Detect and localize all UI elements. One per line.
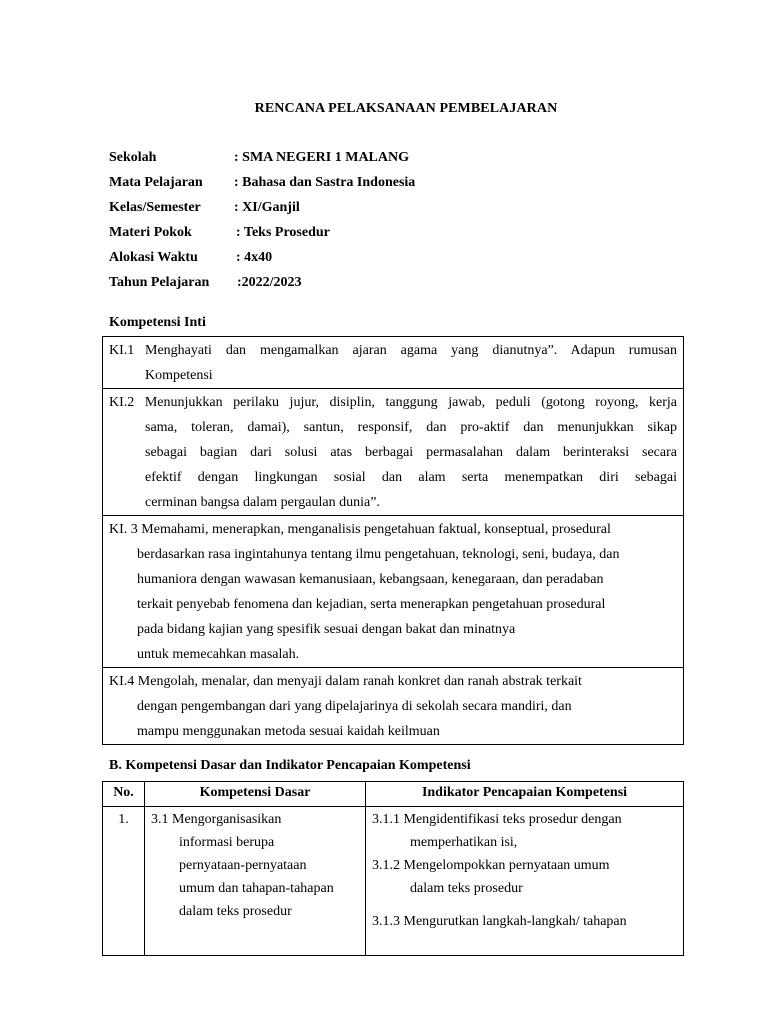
info-key: Kelas/Semester <box>109 200 201 215</box>
ki-label: KI.2 <box>109 395 135 410</box>
ki-line: Kompetensi <box>145 368 213 383</box>
ki-line: sama, toleran, damai), santun, responsif, dan pro-aktif dan menunjukkan sikap <box>145 420 677 435</box>
kd-header-row <box>103 782 684 807</box>
ki-line: sebagai bagian dari solusi atas berbagai permasalahan dalam berinteraksi secara <box>145 445 677 460</box>
ipk-line: memperhatikan isi, <box>410 835 518 850</box>
col-header-no: No. <box>103 782 145 807</box>
ki-row <box>103 668 684 745</box>
info-value: : 4x40 <box>236 250 273 265</box>
info-key: Mata Pelajaran <box>109 175 203 190</box>
info-key: Tahun Pelajaran <box>109 275 210 290</box>
ki-row <box>103 337 684 389</box>
ki-line: dengan pengembangan dari yang dipelajarinya di sekolah secara mandiri, dan <box>137 699 572 714</box>
ki-line: pada bidang kajian yang spesifik sesuai dengan bakat dan minatnya <box>137 622 516 637</box>
ki-label: KI.4 <box>109 674 135 689</box>
ki-line: humaniora dengan wawasan kemanusiaan, kebangsaan, kenegaraan, dan peradaban <box>137 572 604 587</box>
ki-line: efektif dengan lingkungan sosial dan alam serta menempatkan diri sebagai <box>145 470 677 485</box>
kd-line: 3.1 Mengorganisasikan <box>151 812 282 827</box>
ki-4 <box>109 669 677 744</box>
col-header-kompetensi-dasar: Kompetensi Dasar <box>145 782 366 807</box>
ki-line: untuk memecahkan masalah. <box>137 647 300 662</box>
kompetensi-inti-heading: Kompetensi Inti <box>109 315 206 330</box>
ki-2 <box>109 390 677 515</box>
info-value: : XI/Ganjil <box>234 200 300 215</box>
cell-indikator <box>366 807 684 956</box>
info-value: : Teks Prosedur <box>236 225 330 240</box>
ipk-line: 3.1.2 Mengelompokkan pernyataan umum <box>372 858 610 873</box>
ki-3 <box>109 517 677 667</box>
info-value: :2022/2023 <box>237 275 302 290</box>
document-title: RENCANA PELAKSANAAN PEMBELAJARAN <box>254 101 558 116</box>
info-value: : SMA NEGERI 1 MALANG <box>234 150 410 165</box>
ki-row <box>103 516 684 668</box>
ki-line: mampu menggunakan metoda sesuai kaidah keilmuan <box>137 724 440 739</box>
ki-line: berdasarkan rasa ingintahunya tentang ilmu pengetahuan, teknologi, seni, budaya, dan <box>137 547 620 562</box>
cell-kompetensi-dasar <box>145 807 366 956</box>
ki-line <box>109 390 677 415</box>
ki-row <box>103 389 684 516</box>
kd-line: informasi berupa <box>179 835 275 850</box>
ipk-line: 3.1.3 Mengurutkan langkah-langkah/ tahapan <box>372 914 627 929</box>
kompetensi-inti-table <box>102 336 684 745</box>
kd-line: umum dan tahapan-tahapan <box>179 881 334 896</box>
ki-line: cerminan bangsa dalam pergaulan dunia”. <box>145 495 380 510</box>
table-row <box>103 807 684 956</box>
kd-line: dalam teks prosedur <box>179 904 292 919</box>
ipk-line: dalam teks prosedur <box>410 881 523 896</box>
kompetensi-dasar-table <box>102 781 684 956</box>
ki-line-text: Memahami, menerapkan, menganalisis pengetahuan faktual, konseptual, prosedural <box>141 522 611 537</box>
ki-line <box>109 669 677 694</box>
ki-line <box>109 517 677 542</box>
section-b-heading: B. Kompetensi Dasar dan Indikator Pencapaian Kompetensi <box>109 758 471 773</box>
ki-line: terkait penyebab fenomena dan kejadian, serta menerapkan pengetahuan prosedural <box>137 597 606 612</box>
ki-line: Menghayati dan mengamalkan ajaran agama yang dianutnya”. Adapun rumusan <box>145 343 677 358</box>
ki-line-text: Menunjukkan perilaku jujur, disiplin, tanggung jawab, peduli (gotong royong, kerja <box>144 395 677 410</box>
ki-1 <box>109 338 677 388</box>
ki-label: KI. 3 <box>109 522 138 537</box>
kd-line: pernyataan-pernyataan <box>179 858 307 873</box>
info-key: Alokasi Waktu <box>109 250 198 265</box>
ki-label: KI.1 <box>109 343 135 358</box>
ipk-line: 3.1.1 Mengidentifikasi teks prosedur dengan <box>372 812 622 827</box>
info-value: : Bahasa dan Sastra Indonesia <box>234 175 416 190</box>
info-key: Materi Pokok <box>109 225 192 240</box>
ki-line-text: Mengolah, menalar, dan menyaji dalam ranah konkret dan ranah abstrak terkait <box>137 674 582 689</box>
col-header-indikator: Indikator Pencapaian Kompetensi <box>366 782 684 807</box>
cell-no: 1. <box>103 807 145 956</box>
info-key: Sekolah <box>109 150 157 165</box>
